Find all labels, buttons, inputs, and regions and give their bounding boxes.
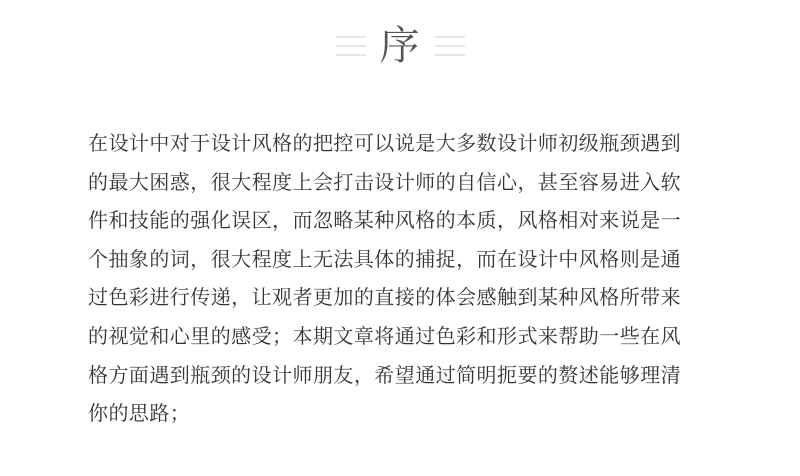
heading-decoration-right [435, 36, 465, 56]
page-title: 序 [379, 23, 421, 69]
paragraph-line: 件和技能的强化误区，而忽略某种风格的本质，风格相对来说是一 [88, 208, 682, 233]
paragraph-line: 的最大困惑，很大程度上会打击设计师的自信心，甚至容易进入软 [88, 169, 682, 194]
intro-paragraph [88, 124, 712, 433]
section-heading [0, 18, 800, 74]
paragraph-line: 你的思路； [88, 401, 191, 426]
paragraph-line: 的视觉和心里的感受；本期文章将通过色彩和形式来帮助一些在风 [88, 323, 682, 348]
paragraph-line: 在设计中对于设计风格的把控可以说是大多数设计师初级瓶颈遇到 [88, 131, 682, 155]
paragraph-line: 格方面遇到瓶颈的设计师朋友，希望通过简明扼要的赘述能够理清 [88, 362, 682, 387]
paragraph-line: 个抽象的词，很大程度上无法具体的捕捉，而在设计中风格则是通 [88, 246, 682, 271]
paragraph-line: 过色彩进行传递，让观者更加的直接的体会感触到某种风格所带来 [88, 285, 682, 310]
heading-decoration-left [336, 36, 366, 56]
